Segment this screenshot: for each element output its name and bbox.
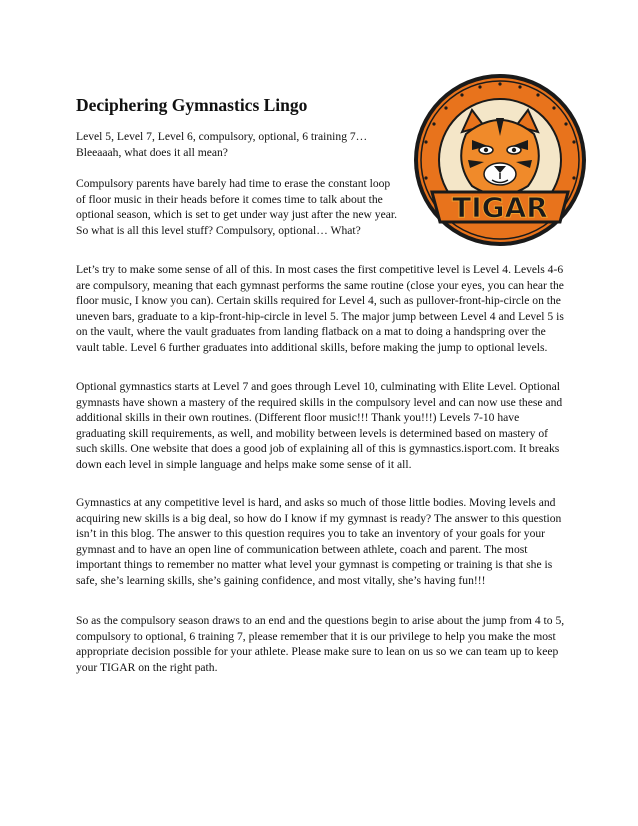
paragraph-optional-levels: Optional gymnastics starts at Level 7 and goes through Level 10, culminating with Elite Level. Optional gymnasts have shown a mastery of the required skills in the compulsory level and can now use these and additional skills in their own routines. (Different floor music!!! Thank you!!!) Levels 7-10 have graduating skill requirements, as well, and mobility between levels is determined based on mastery of such skills. One website that does a good job of explaining all of this is gymnastics.isport.com. It breaks down each level in simple language and helps make some sense of it all.: [76, 380, 563, 471]
document-title: Deciphering Gymnastics Lingo: [76, 95, 308, 115]
logo-wordmark: TIGAR: [452, 191, 548, 224]
intro-paragraph-2: Compulsory parents have barely had time to erase the constant loop of floor music in their heads before it comes time to talk about the optional season, which is set to get under way just after the new year. So what is all this level stuff? Compulsory, optional… What?: [76, 177, 397, 237]
paragraph-closing: So as the compulsory season draws to an end and the questions begin to arise about the jump from 4 to 5, compulsory to optional, 6 training 7, please remember that it is our privilege to help you make the most appropriate decision possible for your athlete. Please make sure to lean on us so we can team up to keep your TIGAR on the right path.: [76, 614, 565, 674]
tiger-logo-icon: [410, 70, 590, 250]
intro-paragraph-1: Level 5, Level 7, Level 6, compulsory, optional, 6 training 7… Bleeaaah, what does it all mean?: [76, 130, 368, 159]
paragraph-readiness: Gymnastics at any competitive level is hard, and asks so much of those little bodies. Moving levels and acquiring new skills is a big deal, so how do I know if my gymnast is ready? The answer to this question isn’t in this blog. The answer to this question requires you to take an inventory of your goals for your gymnast and to have an open line of communication between athlete, coach and parent. The most important things to remember no matter what level your gymnast is competing or training is that she is safe, she’s learning skills, she’s gaining confidence, and most vitally, she’s having fun!!!: [76, 496, 562, 587]
paragraph-levels-compulsory: Let’s try to make some sense of all of this. In most cases the first competitive level is Level 4. Levels 4-6 are compulsory, meaning that each gymnast performs the same routine (close your eyes, you can hear the floor music, I know you can). Certain skills required for Level 4, such as pullover-front-hip-circle on the uneven bars, graduate to a kip-front-hip-circle in level 5. The major jump between Level 4 and Level 5 is on the vault, where the vault graduates from landing flatback on a mat to doing a handspring over the vault table. Level 6 further graduates into additional skills, before making the jump to optional levels.: [76, 263, 564, 354]
